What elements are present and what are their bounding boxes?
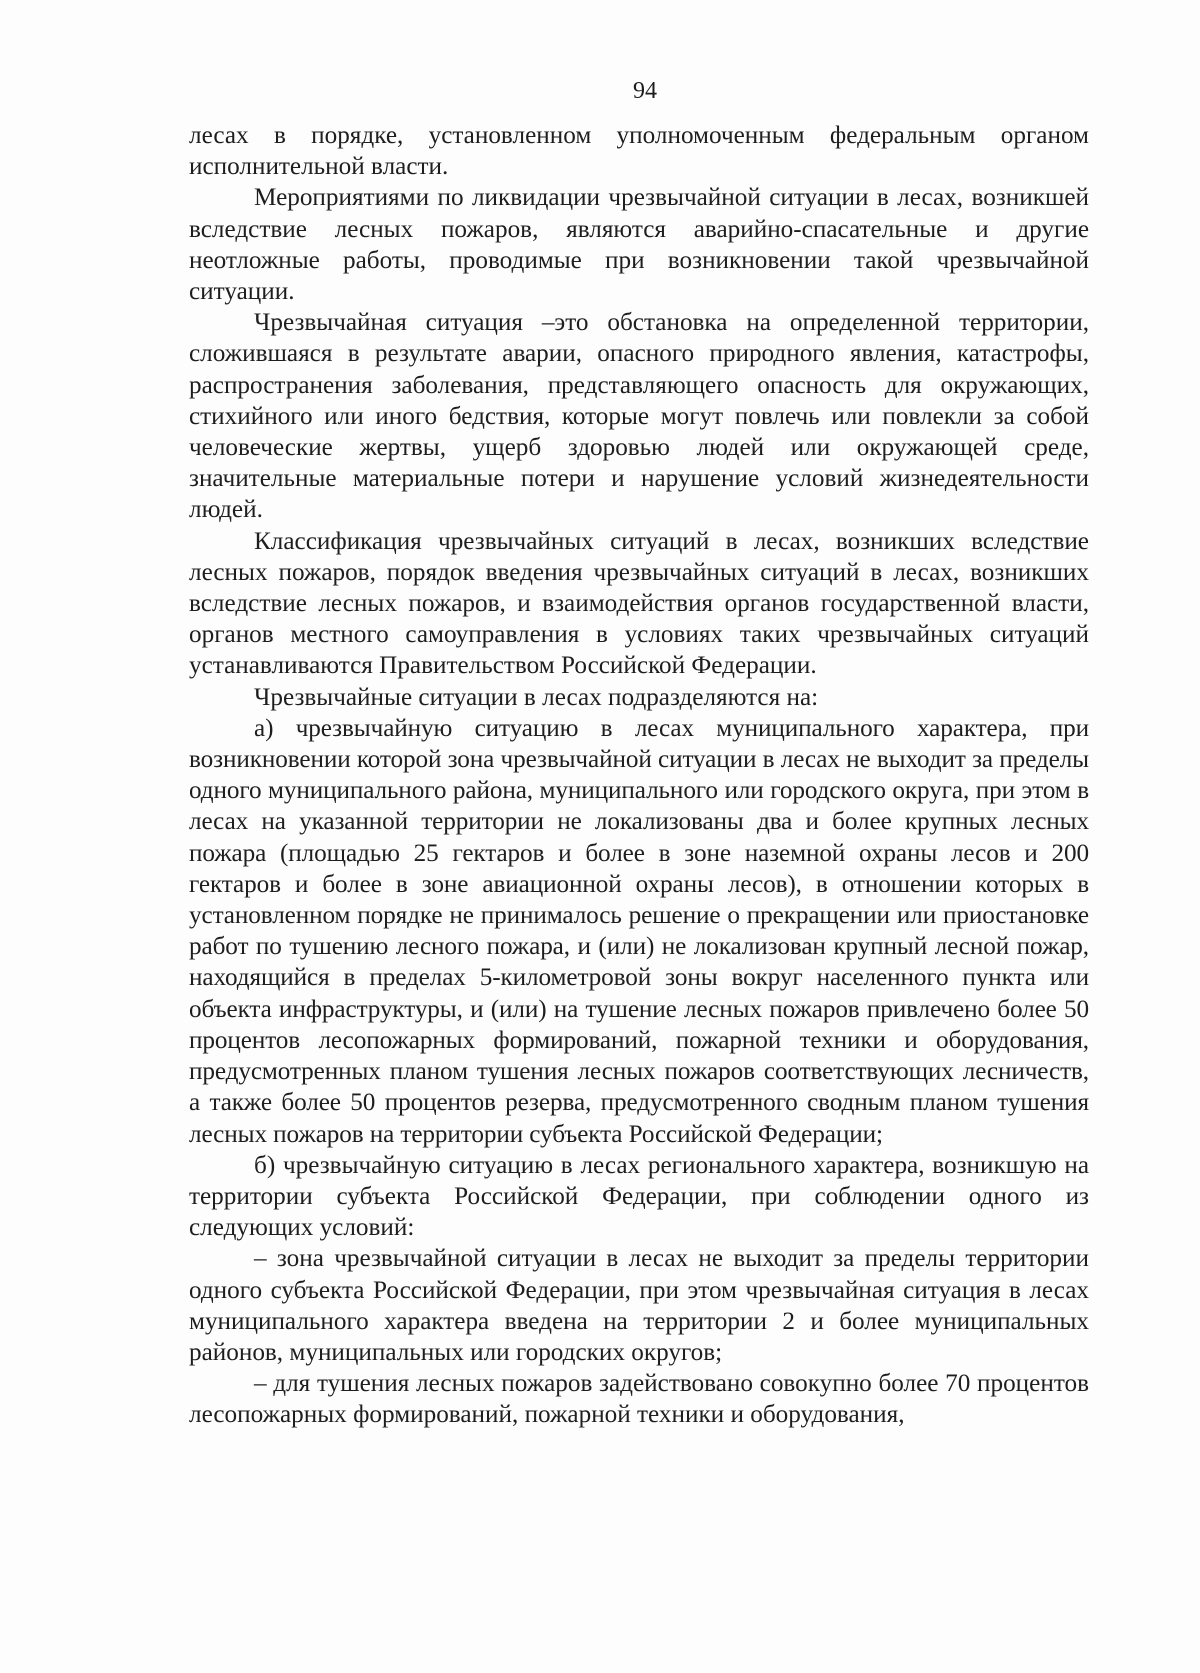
list-item-municipal: а) чрезвычайную ситуацию в лесах муниципального характера, при возникновении которой зона чрезвычайной ситуации в лесах не выходит за пределы одного муниципального района, муниципального или городского округа, при этом в лесах на указанной территории не локализованы два и более крупных лесных пожара (площадью 25 гектаров и более в зоне наземной охраны лесов и 200 гектаров и более в зоне авиационной охраны лесов), в отношении которых в установленном порядке не принималось решение о прекращении или приостановке работ по тушению лесного пожара, и (или) не локализован крупный лесной пожар, находящийся в пределах 5-километровой зоны вокруг населенного пункта или объекта инфраструктуры, и (или) на тушение лесных пожаров привлечено более 50 процентов лесопожарных формирований, пожарной техники и оборудования, предусмотренных планом тушения лесных пожаров соответствующих лесничеств, а также более 50 процентов резерва, предусмотренного сводным планом тушения лесных пожаров на территории субъекта Российской Федерации; — [189, 714, 1089, 1148]
document-body — [189, 120, 1089, 1431]
paragraph-classification: Классификация чрезвычайных ситуаций в лесах, возникших вследствие лесных пожаров, порядок введения чрезвычайных ситуаций в лесах, возникших вследствие лесных пожаров, и взаимодействия органов государственной власти, органов местного самоуправления в условиях таких чрезвычайных ситуаций устанавливаются Правительством Российской Федерации. — [189, 527, 1089, 680]
condition-item-resources: – для тушения лесных пожаров задействовано совокупно более 70 процентов лесопожарных формирований, пожарной техники и оборудования, — [189, 1370, 1089, 1429]
paragraph-emergency-definition: Чрезвычайная ситуация –это обстановка на определенной территории, сложившаяся в результате аварии, опасного природного явления, катастрофы, распространения заболевания, представляющего опасность для окружающих, стихийного или иного бедствия, которые могут повлечь или повлекли за собой человеческие жертвы, ущерб здоровью людей или окружающей среде, значительные материальные потери и нарушение условий жизнедеятельности людей. — [189, 309, 1089, 524]
paragraph-liquidation-measures: Мероприятиями по ликвидации чрезвычайной ситуации в лесах, возникшей вследствие лесных пожаров, являются аварийно-спасательные и другие неотложные работы, проводимые при возникновении такой чрезвычайной ситуации. — [189, 184, 1089, 306]
page-number: 94 — [633, 78, 657, 104]
paragraph-continuation: лесах в порядке, установленном уполномоченным федеральным органом исполнительной власти. — [189, 122, 1089, 181]
condition-item-zone: – зона чрезвычайной ситуации в лесах не выходит за пределы территории одного субъекта Российской Федерации, при этом чрезвычайная ситуация в лесах муниципального характера введена на территории 2 и более муниципальных районов, муниципальных или городских округов; — [189, 1245, 1089, 1366]
paragraph-subdivision-intro: Чрезвычайные ситуации в лесах подразделяются на: — [254, 683, 819, 711]
list-item-regional: б) чрезвычайную ситуацию в лесах регионального характера, возникшую на территории субъекта Российской Федерации, при соблюдении одного из следующих условий: — [189, 1151, 1089, 1242]
